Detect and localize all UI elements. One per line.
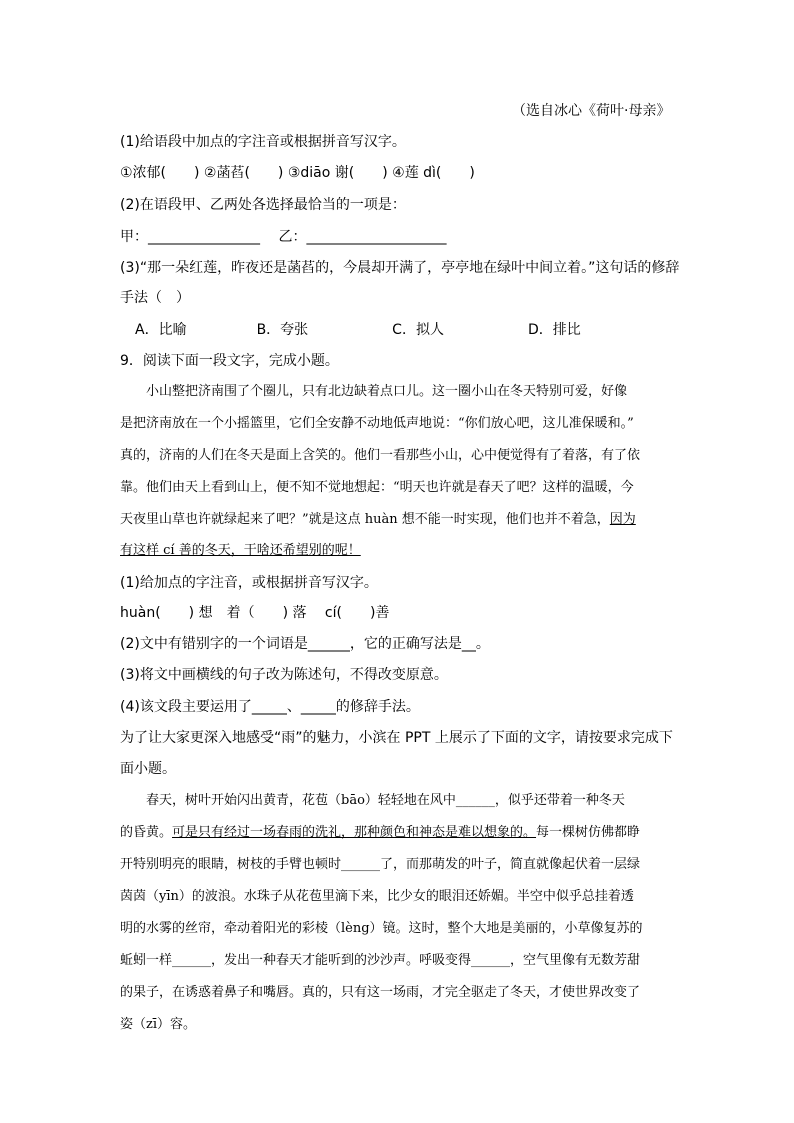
q9-sub1-items: huàn( ) 想 着（ ) 落 cí( )善 xyxy=(120,605,390,621)
passage-line: 蚯蚓一样______，发出一种春天才能听到的沙沙声。呼吸变得______，空气里像有无数芳甜 xyxy=(120,953,641,968)
passage-line: 是把济南放在一个小摇篮里，它们全安静不动地低声地说：“你们放心吧，这儿准保暖和。” xyxy=(120,416,634,431)
q9-sub4: (4)该文段主要运用了_____、_____的修辞手法。 xyxy=(120,699,420,715)
passage-line: 开特别明亮的眼睛，树枝的手臂也顿时______了，而那萌发的叶子，简直就像起伏着一层绿 xyxy=(120,857,641,872)
passage-line: 明的水雾的丝帘，牵动着阳光的彩棱（lèng）镜。这时，整个大地是美丽的，小草像复苏的 xyxy=(120,921,643,936)
q9-sub2: (2)文中有错别字的一个词语是______，它的正确写法是__。 xyxy=(120,636,490,652)
q10-intro-line1: 为了让大家更深入地感受“雨”的魅力，小滨在 PPT 上展示了下面的文字，请按要求完成下 xyxy=(120,730,673,746)
passage-line: 姿（zī）容。 xyxy=(120,1017,197,1032)
q8-part2: (2)在语段甲、乙两处各选择最恰当的一项是： xyxy=(120,197,406,213)
passage-line: 的昏黄。可是只有经过一场春雨的洗礼，那种颜色和神态是难以想象的。每一棵树仿佛都睁 xyxy=(120,825,641,840)
passage-text: 天夜里山草也许就绿起来了吧？”就是这点 huàn 想不能一时实现，他们也并不着急， xyxy=(120,512,610,527)
q9-sub3: (3)将文中画横线的句子改为陈述句，不得改变原意。 xyxy=(120,667,448,683)
source-attribution: （选自冰心《荷叶·母亲》 xyxy=(512,103,671,119)
passage-line: 春天，树叶开始闪出黄青，花苞（bāo）轻轻地在风中______，似乎还带着一种冬天 xyxy=(120,793,625,808)
underlined-sentence-start: 因为 xyxy=(609,512,636,527)
passage-line xyxy=(120,510,636,530)
passage-line: 靠。他们由天上看到山上，便不知不觉地想起：“明天也许就是春天了吧？这样的温暖，今 xyxy=(120,480,634,495)
underlined-sentence: 可是只有经过一场春雨的洗礼，那种颜色和神态是难以想象的。 xyxy=(172,825,537,840)
passage-line: 真的，济南的人们在冬天是面上含笑的。他们一看那些小山，心中便觉得有了着落，有了依 xyxy=(120,448,641,463)
passage-line: 的果子，在诱惑着鼻子和嘴唇。真的，只有这一场雨，才完全驱走了冬天，才使世界改变了 xyxy=(120,985,641,1000)
q8-options: A．比喻 B．夸张 C．拟人 D．排比 xyxy=(135,322,581,338)
q9-title: 9．阅读下面一段文字，完成小题。 xyxy=(120,353,339,369)
q8-part3-line1: (3)“那一朵红莲，昨夜还是菡萏的，今晨却开满了，亭亭地在绿叶中间立着。”这句话的修辞 xyxy=(120,260,680,276)
passage-line: 小山整把济南围了个圈儿，只有北边缺着点口儿。这一圈小山在冬天特别可爱，好像 xyxy=(120,384,628,399)
underlined-sentence: 有这样 cí 善的冬天，干啥还希望别的呢！ xyxy=(120,543,361,558)
q8-part2-blanks: 甲：________________ 乙：____________________ xyxy=(120,229,447,245)
q8-part1: (1)给语段中加点的字注音或根据拼音写汉字。 xyxy=(120,134,406,150)
passage-line: 茵茵（yīn）的波浪。水珠子从花苞里滴下来，比少女的眼泪还娇媚。半空中似乎总挂着透 xyxy=(120,889,634,904)
q9-sub1: (1)给加点的字注音，或根据拼音写汉字。 xyxy=(120,575,378,591)
q8-part1-items: ①浓郁( ) ②菡萏( ) ③diāo 谢( ) ④莲 dì( ) xyxy=(120,165,475,181)
q10-intro-line2: 面小题。 xyxy=(120,761,176,777)
q8-part3-line2: 手法（ ） xyxy=(120,290,190,306)
